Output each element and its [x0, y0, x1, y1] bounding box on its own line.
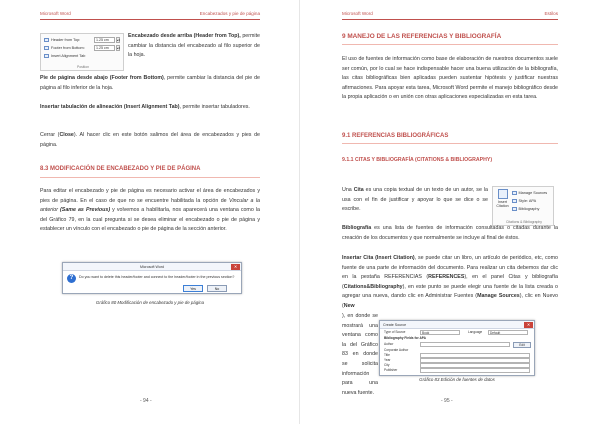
edit-header-paragraph: Para editar el encabezado y pie de página es necesario activar el área de encabezados y pies de página. En el caso de que no se encuentre habilitada la opción de Vincular a la anterior (Same as Previous) y volvemos a habilitarla, nos aparecerá una ventana como la del Gráfico 79, en la cual pregunta si se desea eliminar el encabezado o pie de página y establecer un vínculo con el encabezado o pie de página de la sección anterior.	[40, 188, 260, 233]
type-of-source-label: Type of Source	[384, 330, 406, 334]
page-number-94: - 94 -	[140, 398, 152, 404]
figure-caption-83: Gráfico 83 Edición de fuentes de datos	[419, 377, 495, 382]
bibliografia-definition: Bibliografía es una lista de fuentes de información consultadas o citadas durante la creación de los documentos y que normalmente se incluye al final de éstos.	[342, 225, 558, 241]
language-label: Language	[468, 330, 483, 334]
city-input[interactable]	[420, 363, 530, 368]
language-select[interactable]: Default	[488, 330, 528, 335]
footer-from-bottom-row: Footer from Bottom: 1.25 cm ▴▾	[44, 45, 124, 51]
publisher-input[interactable]	[420, 368, 530, 373]
spinner-icon[interactable]: ▴▾	[117, 46, 121, 50]
year-label: Year	[384, 358, 391, 362]
bibliography-button[interactable]: Bibliography	[512, 206, 539, 213]
create-source-dialog	[379, 320, 535, 376]
author-label: Author	[384, 342, 394, 346]
author-input[interactable]	[420, 342, 510, 347]
section-heading-8-3: 8.3 MODIFICACIÓN DE ENCABEZADO Y PIE DE PÁGINA	[40, 166, 201, 172]
ribbon-group-label: Position	[76, 65, 90, 69]
close-icon[interactable]: ✕	[524, 322, 533, 328]
dialog-title: Microsoft Word ✕	[63, 263, 241, 271]
cita-definition: Una Cita es una copia textual de un texto de un autor, se la usa con el fin de justificar y apoyar lo que se dice o se escribe.	[342, 187, 488, 213]
footer-from-bottom-description: Pie de página desde abajo (Footer from Bottom), permite cambiar la distancia del pie de página al filo inferior de la hoja.	[40, 75, 260, 91]
bibliography-icon	[512, 207, 517, 211]
close-icon[interactable]: ✕	[231, 264, 240, 270]
dialog-title: Create Source ✕	[380, 321, 534, 329]
close-description: Cerrar (Close). Al hacer clic en este botón salimos del área de encabezados y pies de página.	[40, 132, 260, 148]
running-header-chapter: Encabezados y pie de página	[199, 11, 260, 16]
city-label: City	[384, 363, 390, 367]
insert-citation-paragraph-tail: ), en donde se mostrará una ventana como la del Gráfico 83 en donde se solicita información para una nueva fuente.	[342, 313, 378, 396]
edit-author-button[interactable]: Edit	[513, 342, 531, 348]
title-input[interactable]	[420, 353, 530, 358]
insert-alignment-tab-description: Insertar tabulación de alineación (Insert Alignment Tab), permite insertar tabuladores.	[40, 104, 250, 110]
header-footer-position-group	[40, 33, 124, 71]
insert-citation-paragraph: Insertar Cita (Insert Citation), se puede citar un libro, un artículo de periódico, etc, como fuente de una parte de información del documento. Para realizar un cita debemos dar clic en la pestaña REFERENCIAS (REFERENCES), en el panel Citas y bibliografía (Citations&Bibliography), en este punto se puede elegir una fuente de la lista creada o agregar una nueva, dando clic en Administrar Fuentes (Manage Sources), clic en Nuevo (New	[342, 255, 559, 309]
dialog-message: Do you want to delete this header/footer and connect to the header/footer in the previous section?	[79, 275, 235, 279]
manage-sources-icon	[512, 191, 517, 195]
footer-from-bottom-input[interactable]: 1.25 cm	[94, 45, 115, 51]
running-header-chapter: Estilos	[544, 11, 558, 16]
header-from-top-input[interactable]: 1.25 cm	[94, 37, 115, 43]
no-button[interactable]: No	[207, 285, 227, 292]
ribbon-group-label: Citations & Bibliography	[506, 220, 542, 224]
corporate-author-label: Corporate Author	[384, 347, 409, 352]
header-from-top-row: Header from Top: 1.25 cm ▴▾	[44, 37, 124, 43]
insert-citation-button[interactable]: Insert Citation	[495, 189, 510, 209]
question-icon: ?	[67, 274, 76, 283]
spinner-icon[interactable]: ▴▾	[117, 38, 121, 42]
insert-citation-icon	[498, 189, 508, 199]
footer-icon	[44, 46, 49, 50]
running-header-left: Microsoft Word	[40, 11, 71, 16]
references-intro-paragraph: El uso de fuentes de información como base de elaboración de nuestros documentos suele ser común, por lo cual se hace indispensable hacer una buena utilización de la bibliografía, las citas bibliográficas bien aplicadas pueden sustentar hipótesis y justificar nuestras afirmaciones. Para apoyar esta tarea, Microsoft Word permite el manejo bibliográfico desde la propia aplicación o en unión con otras aplicaciones especializadas en esta tarea.	[342, 56, 558, 101]
running-header-left: Microsoft Word	[342, 11, 373, 16]
delete-header-dialog	[62, 262, 242, 294]
section-heading-9-1-1: 9.1.1 CITAS Y BIBLIOGRAFÍA (CITATIONS & BIBLIOGRAPHY)	[342, 157, 493, 163]
section-rule	[342, 143, 558, 144]
page-number-95: - 95 -	[441, 398, 453, 404]
style-icon	[512, 199, 517, 203]
insert-alignment-tab-button[interactable]: Insert Alignment Tab	[44, 53, 124, 59]
citations-bibliography-group	[492, 186, 554, 226]
yes-button[interactable]: Yes	[183, 285, 203, 292]
bibliography-fields-label: Bibliography Fields for APA	[384, 336, 426, 340]
chapter-heading-9: 9 MANEJO DE LAS REFERENCIAS Y BIBLIOGRAFÍA	[342, 33, 502, 40]
chapter-rule	[342, 44, 558, 45]
header-from-top-description: Encabezado desde arriba (Header from Top), permite cambiar la distancia del encabezado al filo superior de la hoja.	[128, 33, 260, 59]
type-of-source-select[interactable]: Book	[420, 330, 460, 335]
style-select[interactable]: Style: APA	[512, 198, 536, 205]
section-heading-9-1: 9.1 REFERENCIAS BIBLIOGRÁFICAS	[342, 133, 449, 139]
header-icon	[44, 38, 49, 42]
manage-sources-button[interactable]: Manage Sources	[512, 190, 547, 197]
publisher-label: Publisher	[384, 368, 398, 372]
year-input[interactable]	[420, 358, 530, 363]
alignment-tab-icon	[44, 54, 49, 58]
header-rule	[342, 19, 558, 20]
header-rule	[40, 19, 260, 20]
section-rule	[40, 177, 260, 178]
figure-caption-80: Gráfico 80 Modificación de encabezado y pie de página	[95, 300, 205, 305]
title-label: Title	[384, 353, 390, 357]
